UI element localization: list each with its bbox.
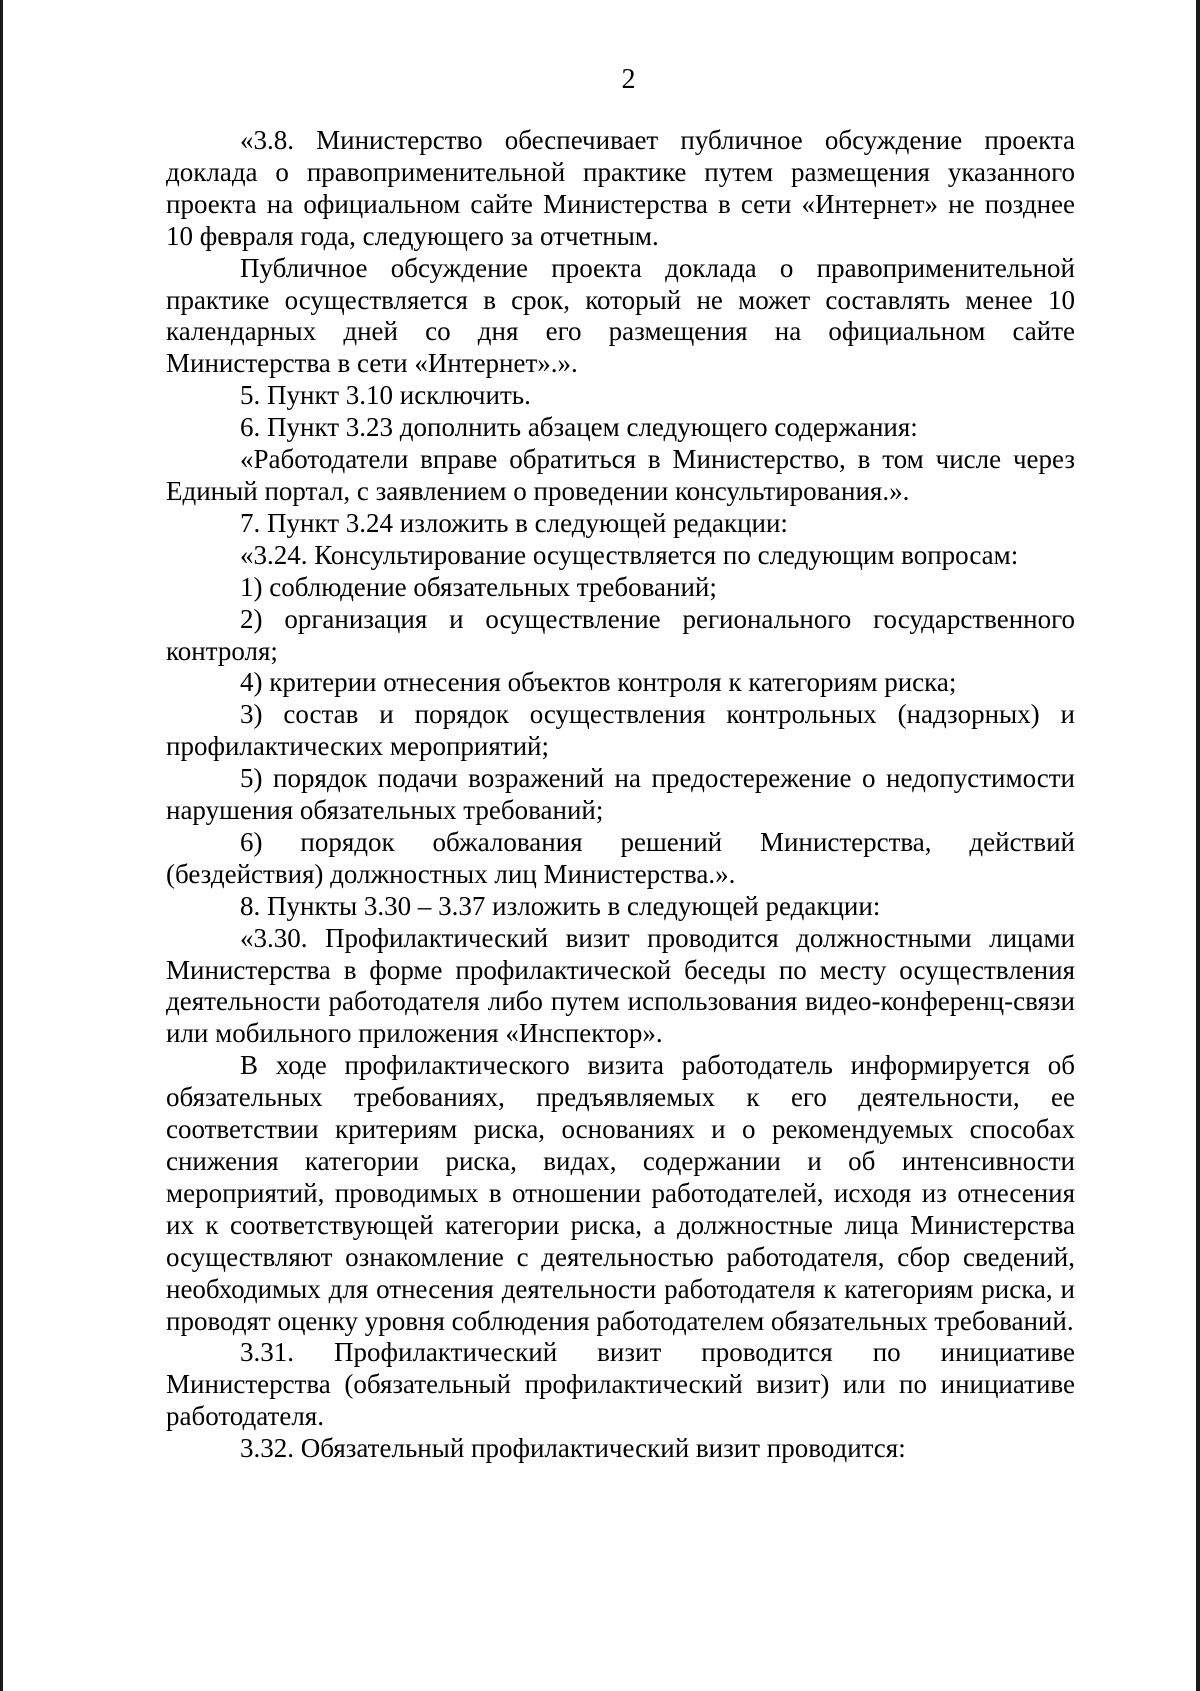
- paragraph-item-8: 8. Пункты 3.30 – 3.37 изложить в следующей редакции:: [240, 890, 881, 921]
- paragraph-3-24: «3.24. Консультирование осуществляется по следующим вопросам:: [240, 539, 1019, 570]
- paragraph-item-5: 5. Пункт 3.10 исключить.: [240, 380, 531, 411]
- paragraph-3-32: 3.32. Обязательный профилактический визит проводится:: [240, 1433, 906, 1464]
- paragraph-3-8: «3.8. Министерство обеспечивает публичное обсуждение проекта доклада о правоприменительной практике путем размещения указанного проекта на официальном сайте Министерства в сети «Интернет» не позднее 10 февраля года, следующего за отчетным.: [166, 125, 1075, 251]
- list-item-3: 3) состав и порядок осуществления контрольных (надзорных) и профилактических мероприятий;: [166, 699, 1075, 762]
- list-item-6: 6) порядок обжалования решений Министерства, действий (бездействия) должностных лиц Министерства.».: [166, 826, 1075, 889]
- paragraph-item-6: 6. Пункт 3.23 дополнить абзацем следующего содержания:: [240, 412, 918, 443]
- list-item-4: 4) критерии отнесения объектов контроля к категориям риска;: [240, 667, 957, 698]
- page-edge-left: [0, 0, 3, 1691]
- paragraph-employers-may-apply: «Работодатели вправе обратиться в Министерство, в том числе через Единый портал, с заявлением о проведении консультирования.».: [166, 444, 1075, 506]
- list-item-2: 2) организация и осуществление регионального государственного контроля;: [166, 603, 1075, 666]
- list-item-5: 5) порядок подачи возражений на предостережение о недопустимости нарушения обязательных требований;: [166, 763, 1075, 826]
- paragraph-item-7: 7. Пункт 3.24 изложить в следующей редакции:: [240, 507, 788, 538]
- paragraph-3-31: 3.31. Профилактический визит проводится по инициативе Министерства (обязательный профилактический визит) или по инициативе работодателя.: [166, 1337, 1075, 1432]
- paragraph-3-30: «3.30. Профилактический визит проводится должностными лицами Министерства в форме профилактической беседы по месту осуществления деятельности работодателя либо путем использования видео-конференц-связи или мобильного приложения «Инспектор».: [166, 922, 1075, 1049]
- document-body: [166, 125, 1075, 1465]
- paragraph-visit-content: В ходе профилактического визита работодатель информируется об обязательных требованиях, предъявляемых к его деятельности, ее соответствии критериям риска, основаниях и о рекомендуемых способах снижения категории риска, видах, содержании и об интенсивности мероприятий, проводимых в отношении работодателей, исходя из отнесения их к соответствующей категории риска, а должностные лица Министерства осуществляют ознакомление с деятельностью работодателя, сбор сведений, необходимых для отнесения деятельности работодателя к категориям риска, и проводят оценку уровня соблюдения работодателем обязательных требований.: [166, 1050, 1075, 1336]
- page-edge-right: [1196, 0, 1200, 1691]
- page-number: 2: [621, 64, 636, 95]
- list-item-1: 1) соблюдение обязательных требований;: [240, 571, 717, 602]
- paragraph-public-discussion: Публичное обсуждение проекта доклада о правоприменительной практике осуществляется в срок, который не может составлять менее 10 календарных дней со дня его размещения на официальном сайте Министерства в сети «Интернет».».: [166, 252, 1075, 379]
